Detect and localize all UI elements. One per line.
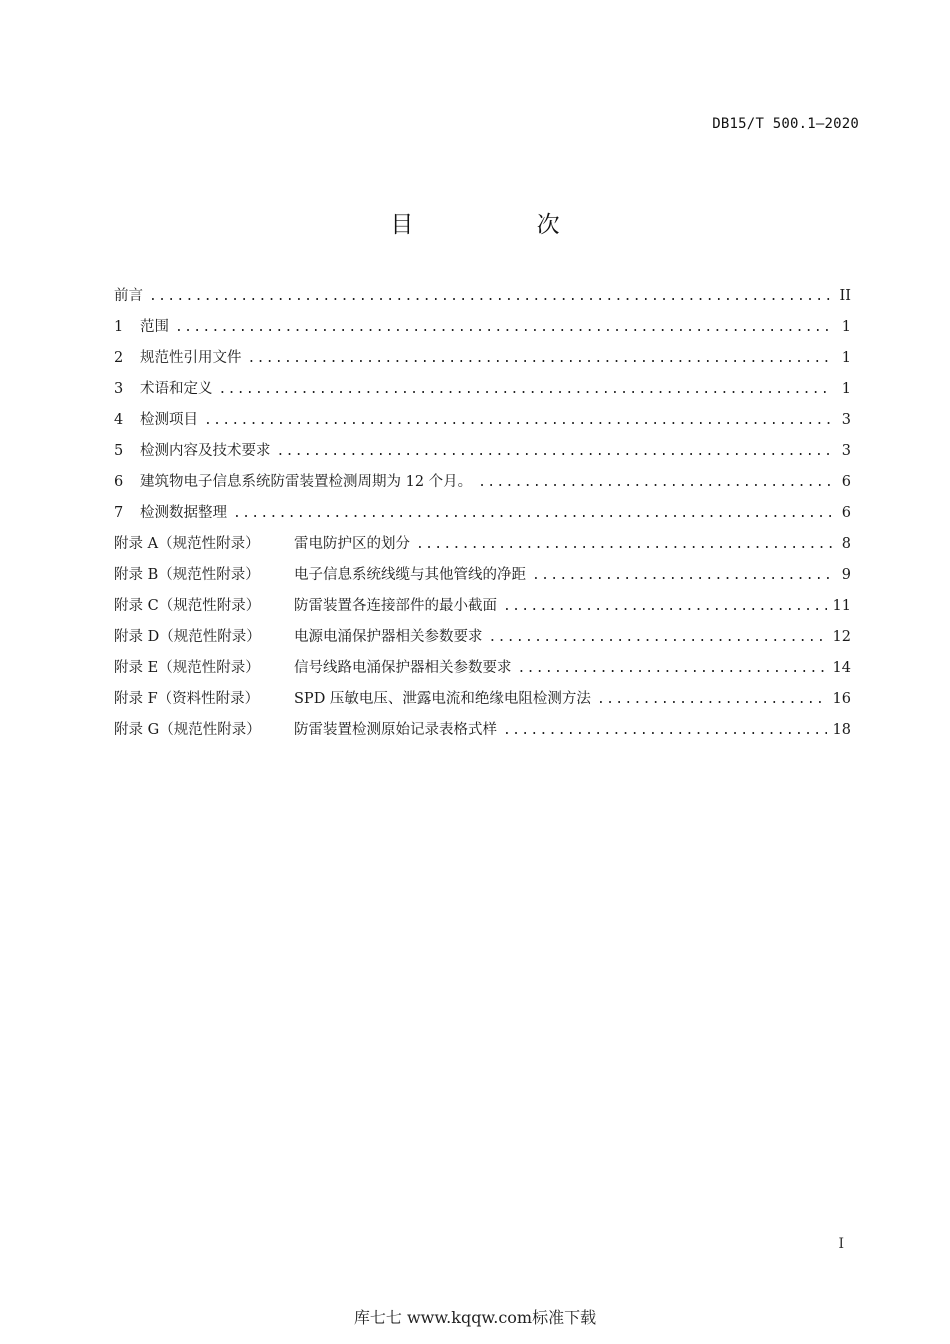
toc-entry-page: 3 <box>841 412 851 428</box>
toc-entry-page: 6 <box>841 474 851 490</box>
toc-entry-label: 范围 <box>140 319 169 335</box>
dot-leader <box>478 473 833 493</box>
toc-appendix-f[interactable] <box>114 689 851 720</box>
toc-appendix-page: 14 <box>832 660 851 676</box>
dot-leader <box>532 566 833 586</box>
dot-leader <box>175 318 833 338</box>
toc-appendix-d[interactable] <box>114 627 851 658</box>
toc-appendix-page: 18 <box>832 722 851 738</box>
toc-entry-label: 检测数据整理 <box>140 505 227 521</box>
dot-leader <box>149 287 833 307</box>
dot-leader <box>503 721 827 741</box>
dot-leader <box>233 504 833 524</box>
toc-appendix-number: 附录 E（规范性附录） <box>114 660 260 676</box>
toc-appendix-number: 附录 D（规范性附录） <box>114 629 261 645</box>
toc-entry-label: 建筑物电子信息系统防雷装置检测周期为 12 个月。 <box>140 474 473 490</box>
toc-entry-page: II <box>839 288 851 304</box>
toc-appendix-number: 附录 G（规范性附录） <box>114 722 261 738</box>
toc-appendix-g[interactable] <box>114 720 851 751</box>
toc-entry-page: 6 <box>841 505 851 521</box>
toc-entry-number: 3 <box>114 381 124 397</box>
toc-appendix-label: 防雷装置各连接部件的最小截面 <box>294 598 497 614</box>
toc-appendix-label: 电源电涌保护器相关参数要求 <box>294 629 483 645</box>
toc-entry-label: 前言 <box>114 288 143 304</box>
page-title: 目 次 <box>390 212 618 238</box>
toc-appendix-a[interactable] <box>114 534 851 565</box>
toc-appendix-e[interactable] <box>114 658 851 689</box>
toc-appendix-page: 9 <box>841 567 851 583</box>
toc-appendix-label: 雷电防护区的划分 <box>294 536 410 552</box>
toc-entry-7[interactable] <box>114 503 851 534</box>
toc-entry-foreword[interactable] <box>114 286 851 317</box>
toc-appendix-number: 附录 C（规范性附录） <box>114 598 261 614</box>
standard-code: DB15/T 500.1—2020 <box>712 116 859 132</box>
toc-appendix-label: SPD 压敏电压、泄露电流和绝缘电阻检测方法 <box>294 691 591 707</box>
toc-entry-4[interactable] <box>114 410 851 441</box>
dot-leader <box>597 690 827 710</box>
toc-entry-6[interactable] <box>114 472 851 503</box>
dot-leader <box>204 411 833 431</box>
toc-appendix-number: 附录 A（规范性附录） <box>114 536 260 552</box>
toc-appendix-label: 防雷装置检测原始记录表格式样 <box>294 722 497 738</box>
toc-appendix-number: 附录 B（规范性附录） <box>114 567 260 583</box>
toc-entry-number: 1 <box>114 319 124 335</box>
toc-entry-label: 检测内容及技术要求 <box>140 443 271 459</box>
toc-entry-label: 检测项目 <box>140 412 198 428</box>
toc-appendix-page: 8 <box>841 536 851 552</box>
dot-leader <box>219 380 834 400</box>
toc-entry-3[interactable] <box>114 379 851 410</box>
toc-entry-page: 1 <box>841 319 851 335</box>
toc-appendix-page: 16 <box>832 691 851 707</box>
toc-entry-page: 1 <box>841 350 851 366</box>
dot-leader <box>416 535 833 555</box>
toc-entry-number: 7 <box>114 505 124 521</box>
toc-entry-page: 1 <box>841 381 851 397</box>
dot-leader <box>503 597 827 617</box>
dot-leader <box>489 628 827 648</box>
footer-watermark: 库七七 www.kqqw.com标准下载 <box>353 1308 597 1327</box>
toc-entry-5[interactable] <box>114 441 851 472</box>
table-of-contents <box>114 286 851 751</box>
toc-entry-number: 2 <box>114 350 124 366</box>
toc-entry-2[interactable] <box>114 348 851 379</box>
toc-entry-number: 6 <box>114 474 124 490</box>
toc-entry-number: 4 <box>114 412 124 428</box>
toc-appendix-page: 12 <box>832 629 851 645</box>
toc-appendix-c[interactable] <box>114 596 851 627</box>
toc-appendix-number: 附录 F（资料性附录） <box>114 691 260 707</box>
page-number: I <box>838 1236 844 1252</box>
toc-appendix-label: 信号线路电涌保护器相关参数要求 <box>294 660 512 676</box>
dot-leader <box>518 659 827 679</box>
toc-entry-label: 术语和定义 <box>140 381 213 397</box>
toc-appendix-label: 电子信息系统线缆与其他管线的净距 <box>294 567 526 583</box>
toc-appendix-page: 11 <box>832 598 851 614</box>
dot-leader <box>248 349 834 369</box>
toc-entry-1[interactable] <box>114 317 851 348</box>
dot-leader <box>277 442 834 462</box>
toc-entry-label: 规范性引用文件 <box>140 350 242 366</box>
toc-entry-number: 5 <box>114 443 124 459</box>
toc-appendix-b[interactable] <box>114 565 851 596</box>
toc-entry-page: 3 <box>841 443 851 459</box>
